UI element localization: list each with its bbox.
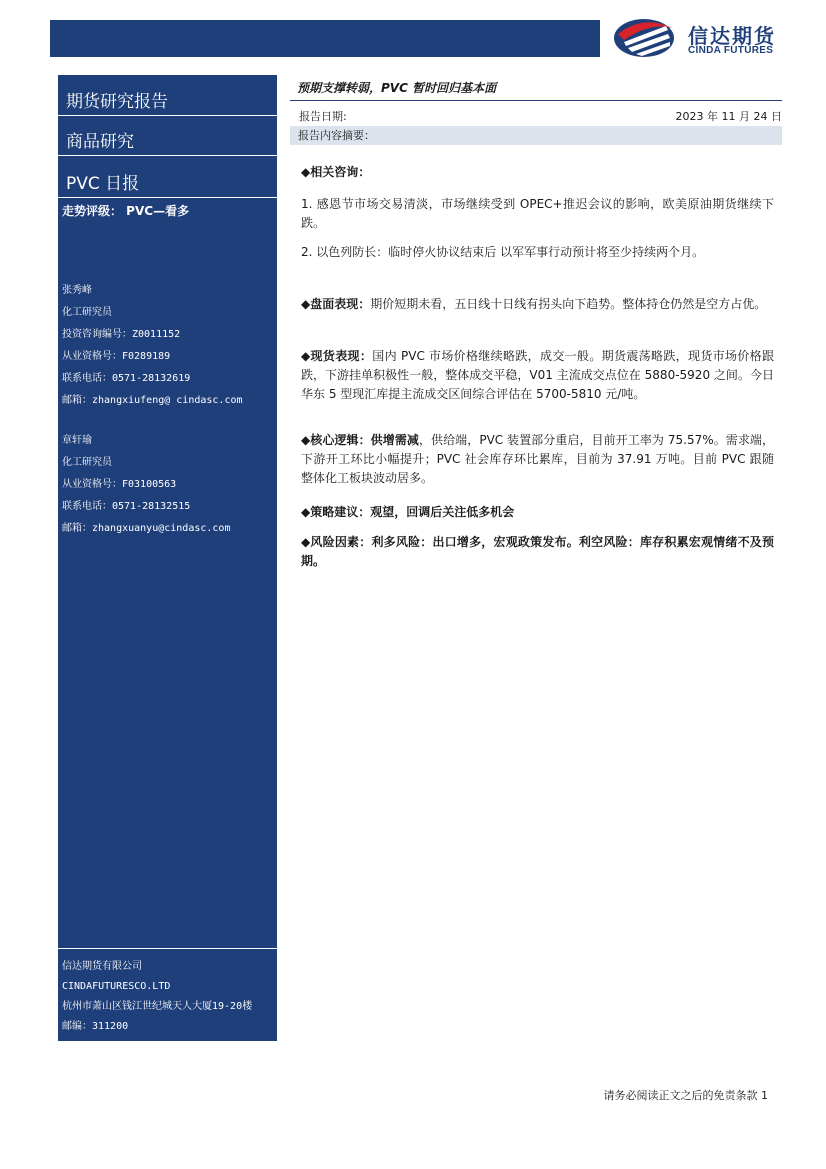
consult-heading: ◆相关咨询： (301, 165, 371, 179)
analyst-card (62, 430, 230, 540)
brand-name-en: CINDA FUTURES (688, 45, 774, 56)
qual-value: F0289189 (122, 351, 171, 362)
sidebar (58, 75, 277, 1041)
license-value: Z0011152 (132, 329, 181, 340)
email-label: 邮箱： (62, 395, 92, 406)
email-value: zhangxuanyu@cindasc.com (92, 523, 231, 534)
sidebar-divider (58, 155, 277, 156)
core-lead: 供增需减 (370, 433, 419, 447)
company-info (62, 957, 252, 1037)
sidebar-divider (58, 948, 277, 949)
phone-label: 联系电话： (62, 501, 112, 512)
report-type: 期货研究报告 (66, 92, 168, 112)
phone-label: 联系电话： (62, 373, 112, 384)
email-label: 邮箱： (62, 523, 92, 534)
analyst-email (62, 390, 243, 412)
report-date: 2023 年 11 月 24 日 (675, 110, 782, 123)
page-number: 1 (761, 1089, 768, 1102)
disclaimer-text: 请务必阅读正文之后的免责条款 (603, 1089, 758, 1102)
date-label: 报告日期: (299, 110, 347, 123)
report-category: 商品研究 (66, 132, 134, 152)
phone-value: 0571-28132619 (112, 373, 191, 384)
header-banner (50, 20, 600, 57)
postcode-label: 邮编： (62, 1021, 92, 1032)
report-product: PVC 日报 (66, 174, 140, 194)
analyst-phone (62, 368, 243, 390)
email-value: zhangxiufeng@ cindasc.com (92, 395, 243, 406)
qual-label: 从业资格号： (62, 351, 122, 362)
brand-name-cn: 信达期货 (688, 24, 776, 48)
core-text: ，供给端，PVC 装置部分重启，目前开工率为 75.57%。需求端，下游开工环比小幅提升；PVC 社会库存环比累库，目前为 37.91 万吨。目前 PVC 跟随整体化工板块波动居多。 (301, 433, 774, 485)
spot-section (301, 347, 774, 404)
sidebar-divider (58, 197, 277, 198)
phone-value: 0571-28132515 (112, 501, 191, 512)
trend-rating: 走势评级： PVC—看多 (62, 204, 190, 218)
postcode-value: 311200 (92, 1021, 129, 1032)
analyst-name: 张秀峰 (62, 285, 92, 296)
company-website: CINDAFUTURESCO.LTD (62, 981, 171, 992)
market-section (301, 295, 774, 314)
analyst-title: 化工研究员 (62, 307, 112, 318)
company-address: 杭州市萧山区钱江世纪城天人大厦19-20楼 (62, 1001, 253, 1012)
analyst-license (62, 324, 243, 346)
brand-logo (610, 14, 800, 60)
qual-value: F03100563 (122, 479, 177, 490)
core-heading: ◆核心逻辑： (301, 433, 371, 447)
risk-line: ◆风险因素：利多风险：出口增多，宏观政策发布。利空风险：库存积累宏观情绪不及预期。 (301, 535, 774, 568)
report-title: 预期支撑转弱，PVC 暂时回归基本面 (297, 81, 497, 95)
analyst-phone (62, 496, 230, 518)
license-label: 投资咨询编号： (62, 329, 132, 340)
analyst-email (62, 518, 230, 540)
consult-item: 1. 感恩节市场交易清淡，市场继续受到 OPEC+推迟会议的影响，欧美原油期货继续下跌。 (301, 197, 774, 230)
page-footer (604, 1087, 769, 1103)
sidebar-divider (58, 115, 277, 116)
core-section (301, 431, 774, 488)
header-rule (290, 100, 782, 101)
company-postcode (62, 1017, 252, 1037)
analyst-name: 章轩瑜 (62, 435, 92, 446)
market-heading: ◆盘面表现： (301, 297, 371, 311)
analyst-qualification (62, 346, 243, 368)
spot-text: 国内 PVC 市场价格继续略跌，成交一般。期货震荡略跌，现货市场价格跟跌，下游挂单积极性一般，整体成交平稳，V01 主流成交点位在 5880-5920 之间。今日华东 5 型现汇库提主流成交区间综合评估在 5700-5810 元/吨。 (301, 349, 774, 401)
analyst-title: 化工研究员 (62, 457, 112, 468)
strategy-line: ◆策略建议：观望，回调后关注低多机会 (301, 505, 515, 519)
qual-label: 从业资格号： (62, 479, 122, 490)
company-name: 信达期货有限公司 (62, 961, 142, 972)
analyst-card (62, 280, 243, 412)
market-text: 期价短期未看，五日线十日线有拐头向下趋势。整体持仓仍然是空方占优。 (370, 297, 767, 311)
cinda-logo-icon (610, 14, 680, 60)
spot-heading: ◆现货表现： (301, 349, 373, 363)
analyst-qualification (62, 474, 230, 496)
summary-bar: 报告内容摘要： (290, 126, 782, 145)
consult-item: 2. 以色列防长：临时停火协议结束后 以军军事行动预计将至少持续两个月。 (301, 245, 705, 259)
